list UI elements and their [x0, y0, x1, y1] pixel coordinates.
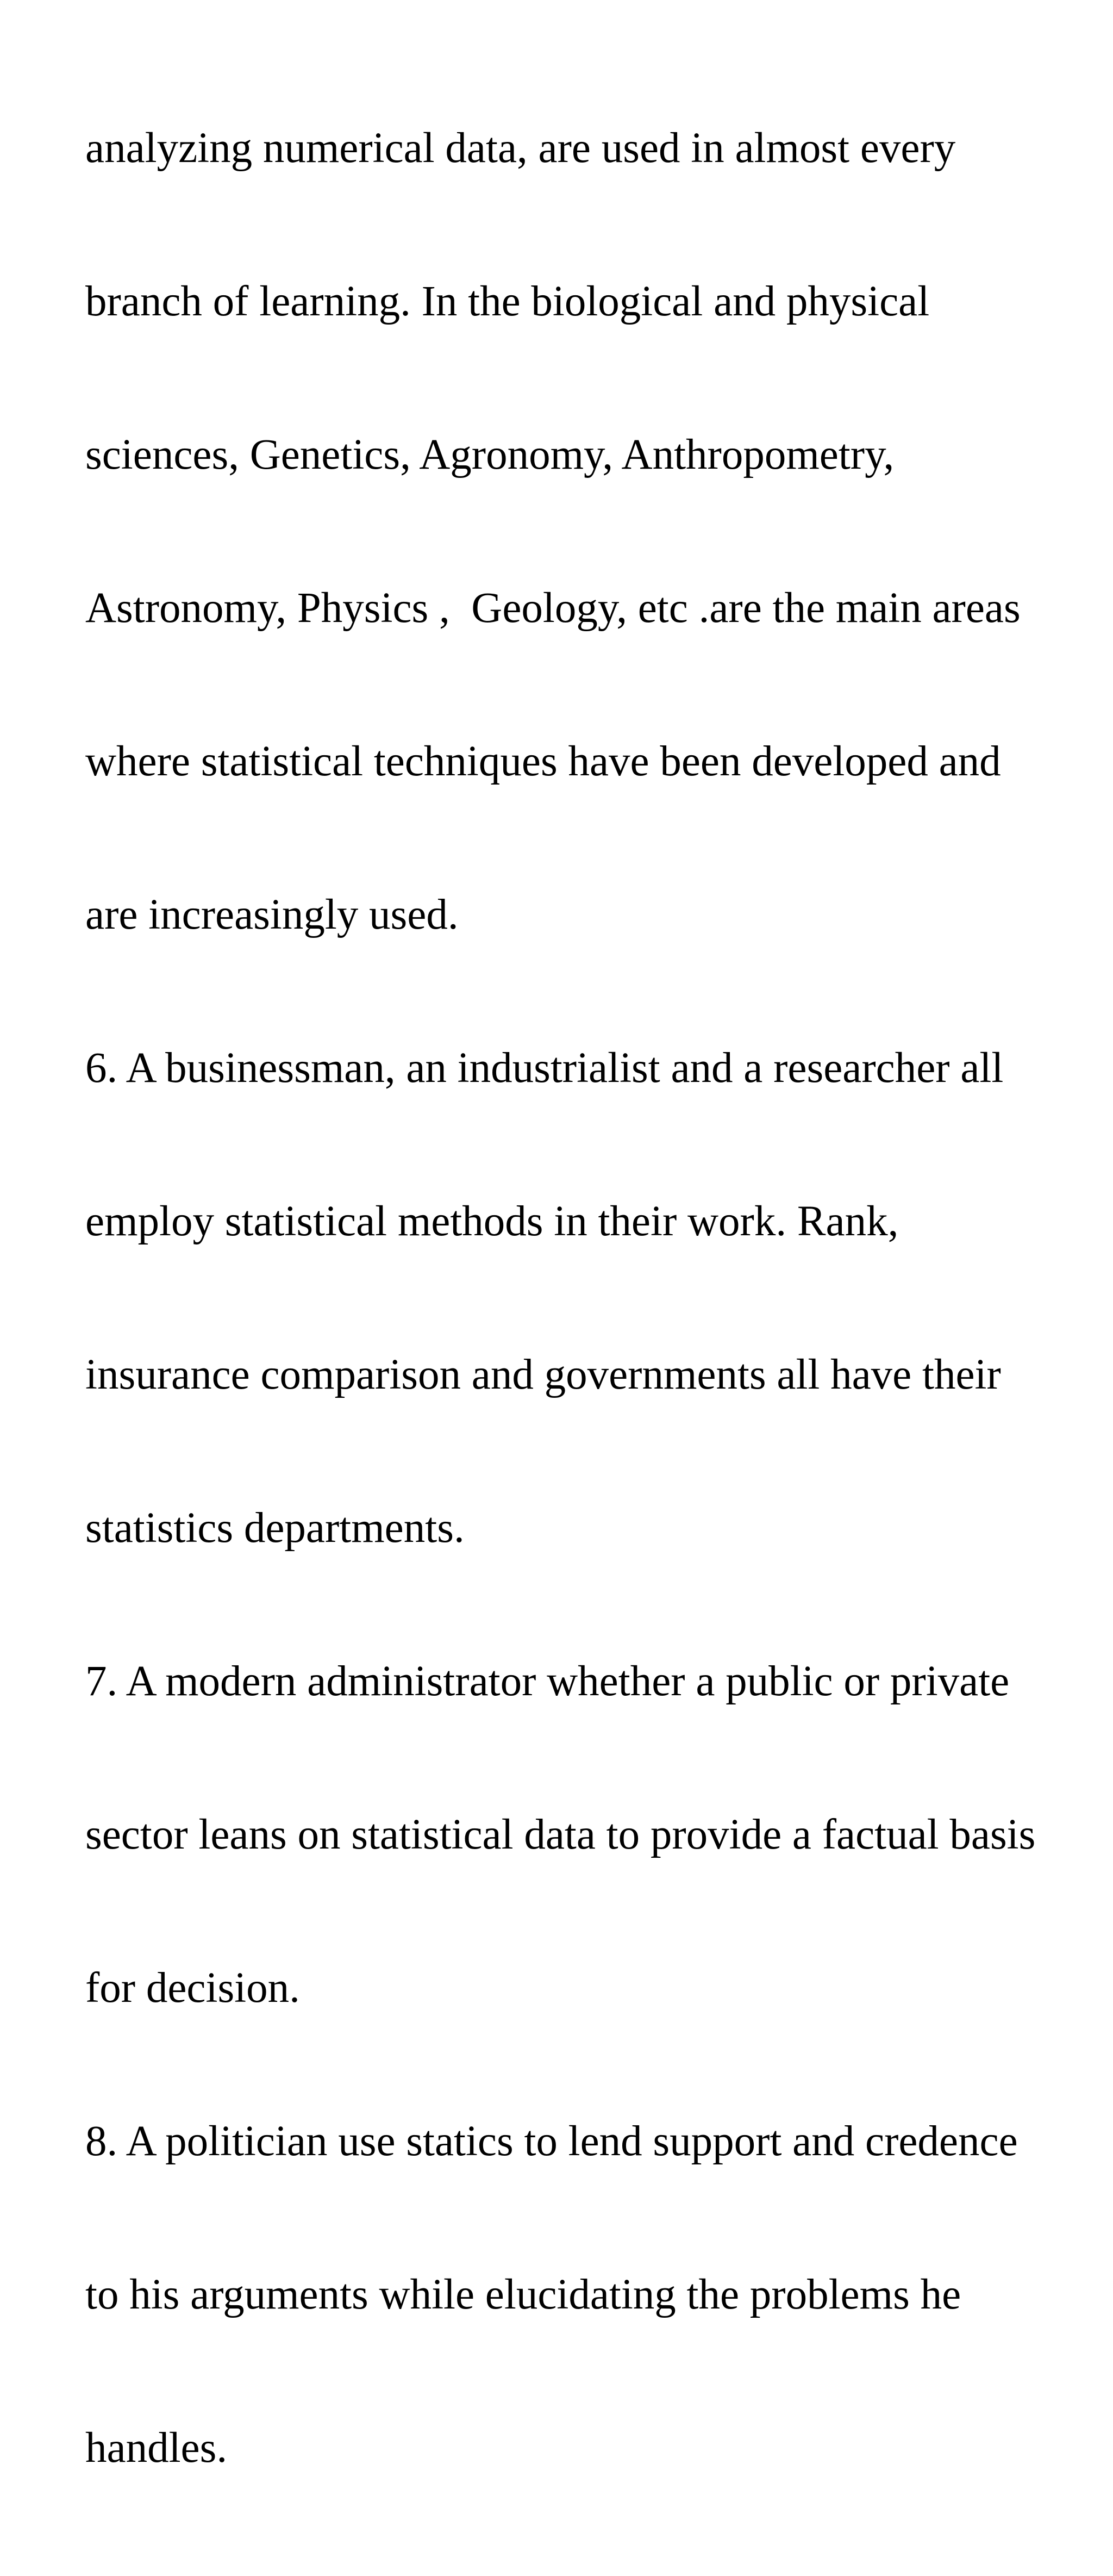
list-item-8-line-3: handles.	[85, 2424, 228, 2472]
list-item-7-line-2: sector leans on statistical data to provide a factual basis	[85, 1811, 1036, 1858]
list-item-6-line-1: 6. A businessman, an industrialist and a researcher all	[85, 1044, 1004, 1092]
text-line: branch of learning. In the biological and physical	[85, 278, 930, 325]
list-item-6-line-4: statistics departments.	[85, 1504, 465, 1552]
list-item-8-line-1: 8. A politician use statics to lend support and credence	[85, 2118, 1018, 2165]
text-line: sciences, Genetics, Agronomy, Anthropometry,	[85, 431, 895, 478]
text-line: analyzing numerical data, are used in almost every	[85, 125, 956, 172]
list-item-7-line-3: for decision.	[85, 1964, 300, 2012]
list-item-7-line-1: 7. A modern administrator whether a public or private	[85, 1658, 1010, 1705]
text-line: where statistical techniques have been developed and	[85, 738, 1001, 785]
text-line: are increasingly used.	[85, 891, 459, 938]
list-item-6-line-2: employ statistical methods in their work. Rank,	[85, 1198, 899, 1245]
list-item-6-line-3: insurance comparison and governments all have their	[85, 1351, 1001, 1398]
list-item-8-line-2: to his arguments while elucidating the problems he	[85, 2271, 961, 2318]
text-line: Astronomy, Physics , Geology, etc .are the main areas	[85, 584, 1021, 632]
body-text	[85, 21, 1096, 2576]
